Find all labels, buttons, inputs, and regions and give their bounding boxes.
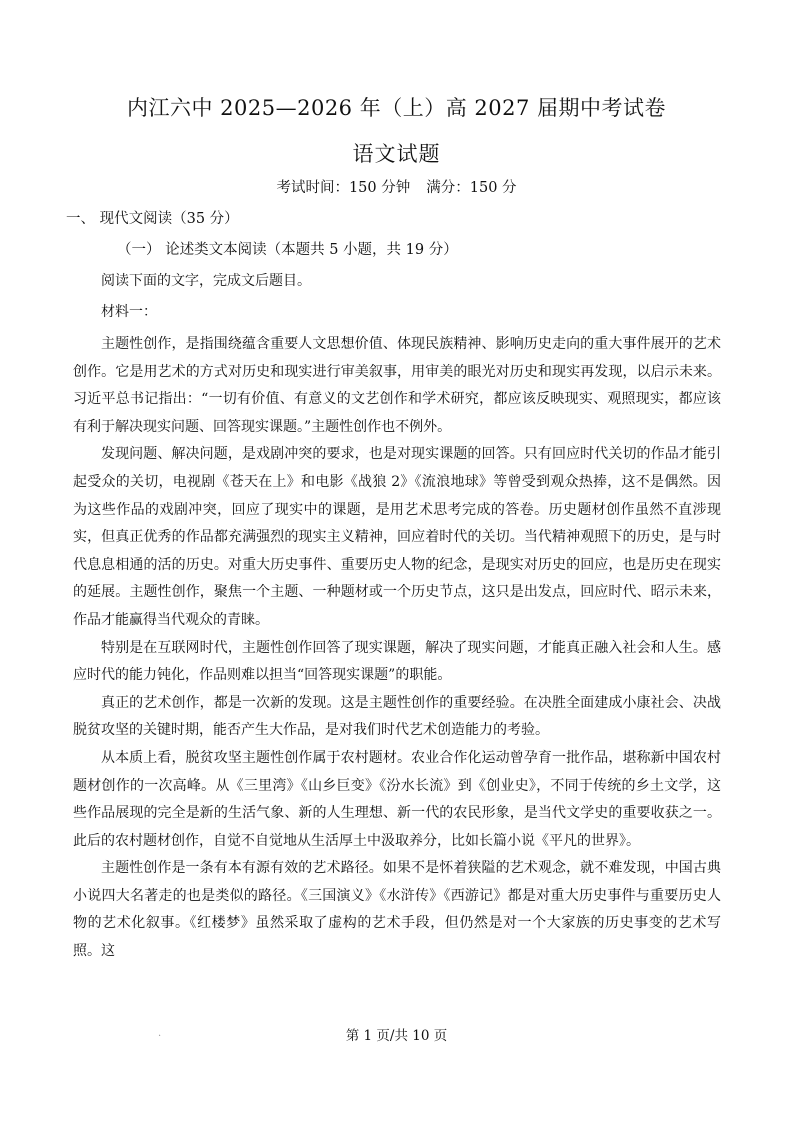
exam-title: 内江六中 2025—2026 年（上）高 2027 届期中考试卷 — [126, 96, 667, 120]
section-heading: 一、 现代文阅读（35 分） — [66, 211, 239, 227]
material-label: 材料一： — [101, 304, 157, 320]
reading-instruction: 阅读下面的文字，完成文后题目。 — [101, 273, 311, 289]
exam-subject: 语文试题 — [352, 142, 441, 166]
passage-paragraph: 主题性创作，是指围绕蕴含重要人文思想价值、体现民族精神、影响历史走向的重大事件展开的艺术创作。它是用艺术的方式对历史和现实进行审美叙事，用审美的眼光对历史和现实再发现，以启示未来。习近平总书记指出：“一切有价值、有意义的文艺创作和学术研究，都应该反映现实、观照现实，都应该有利于解决现实问题、回答现实课题。”主题性创作也不例外。 — [73, 336, 721, 435]
subsection-heading: （一） 论述类文本阅读（本题共 5 小题，共 19 分） — [117, 242, 458, 258]
footer-mark: . — [158, 1028, 162, 1039]
passage-paragraph: 从本质上看，脱贫攻坚主题性创作属于农村题材。农业合作化运动曾孕育一批作品，堪称新中国农村题材创作的一次高峰。从《三里湾》《山乡巨变》《汾水长流》到《创业史》，不同于传统的乡土文学，这些作品展现的完全是新的生活气象、新的人生理想、新一代的农民形象，是当代文学史的重要收获之一。此后的农村题材创作，自觉不自觉地从生活厚土中汲取养分，比如长篇小说《平凡的世界》。 — [73, 749, 721, 849]
passage-paragraph: 主题性创作是一条有本有源有效的艺术路径。如果不是怀着狭隘的艺术观念，就不难发现，中国古典小说四大名著走的也是类似的路径。《三国演义》《水浒传》《西游记》都是对重大历史事件与重要历史人物的艺术化叙事。《红楼梦》虽然采取了虚构的艺术手段，但仍然是对一个大家族的历史事变的艺术写照。这 — [73, 860, 721, 960]
passage-paragraph: 发现问题、解决问题，是戏剧冲突的要求，也是对现实课题的回答。只有回应时代关切的作品才能引起受众的关切，电视剧《苍天在上》和电影《战狼 2》《流浪地球》等曾受到观众热捧，这不是偶然。因为这些作品的戏剧冲突，回应了现实中的课题，是用艺术思考完成的答卷。历史题材创作虽然不直涉现实，但真正优秀的作品都充满强烈的现实主义精神，回应着时代的关切。当代精神观照下的历史，是与时代息息相通的活的历史。对重大历史事件、重要历史人物的纪念，是现实对历史的回应，也是历史在现实的延展。主题性创作，聚焦一个主题、一种题材或一个历史节点，这只是出发点，回应时代、昭示未来，作品才能赢得当代观众的青睐。 — [73, 446, 721, 628]
full-score: 满分：150 分 — [426, 180, 517, 196]
passage-paragraph: 真正的艺术创作，都是一次新的发现。这是主题性创作的重要经验。在决胜全面建成小康社会、决战脱贫攻坚的关键时期，能否产生大作品，是对我们时代艺术创造能力的考验。 — [73, 694, 721, 739]
passage-paragraph: 特别是在互联网时代，主题性创作回答了现实课题，解决了现实问题，才能真正融入社会和人生。感应时代的能力钝化，作品则难以担当“回答现实课题”的职能。 — [73, 639, 721, 684]
exam-time: 考试时间：150 分钟 — [276, 180, 411, 196]
page-number: 第 1 页/共 10 页 — [345, 1028, 448, 1044]
passage-body — [73, 331, 721, 966]
exam-info — [0, 176, 793, 197]
